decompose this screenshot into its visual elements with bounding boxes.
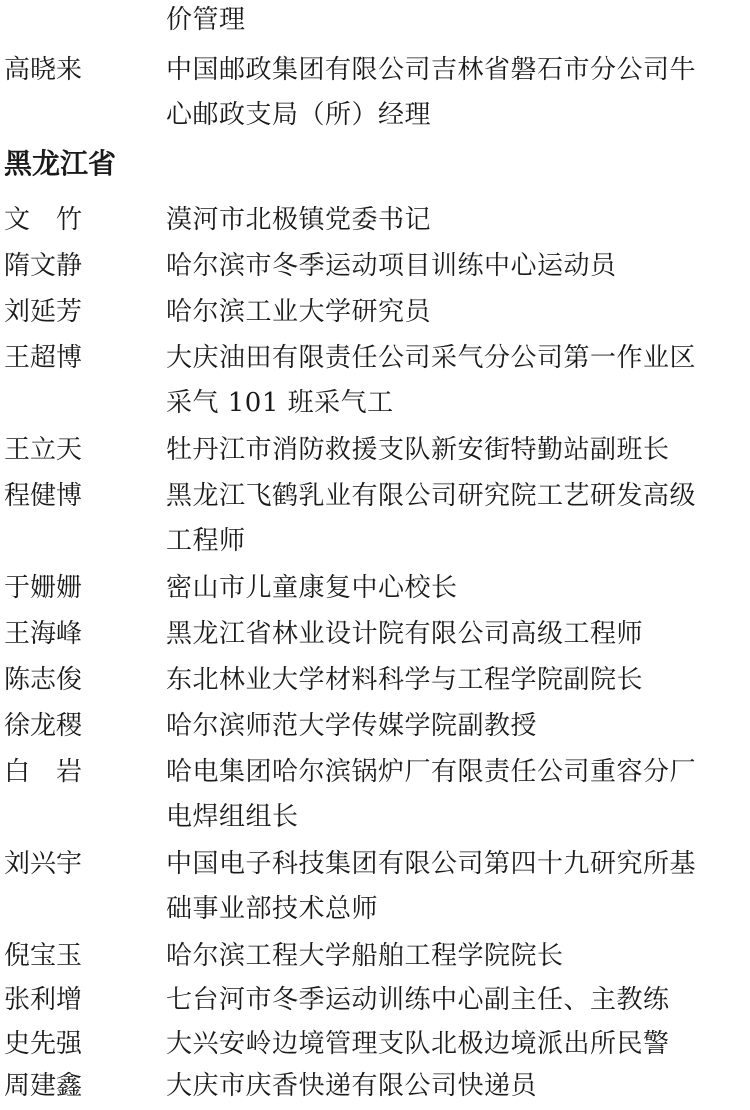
- person-name: 隋文静: [4, 251, 83, 281]
- position-line: 哈电集团哈尔滨锅炉厂有限责任公司重容分厂: [166, 757, 697, 787]
- position-line: 东北林业大学材料科学与工程学院副院长: [166, 665, 644, 695]
- position-line: 大庆油田有限责任公司采气分公司第一作业区: [166, 343, 697, 373]
- position-line: 心邮政支局（所）经理: [166, 100, 432, 130]
- position-line: 哈尔滨市冬季运动项目训练中心运动员: [166, 251, 617, 281]
- person-name: 张利增: [4, 985, 83, 1015]
- position-line: 黑龙江省林业设计院有限公司高级工程师: [166, 619, 644, 649]
- person-name: 王立天: [4, 435, 83, 465]
- continuation-line: 价管理: [166, 5, 246, 35]
- position-line: 哈尔滨师范大学传媒学院副教授: [166, 711, 538, 741]
- position-line: 中国邮政集团有限公司吉林省磐石市分公司牛: [166, 55, 697, 85]
- person-name: 白 岩: [4, 757, 83, 787]
- position-line: 牡丹江市消防救援支队新安街特勤站副班长: [166, 435, 670, 465]
- position-line: 大庆市庆香快递有限公司快递员: [166, 1071, 538, 1101]
- position-line: 中国电子科技集团有限公司第四十九研究所基: [166, 849, 697, 879]
- person-name: 史先强: [4, 1029, 83, 1059]
- person-name: 高晓来: [4, 55, 83, 85]
- person-name: 倪宝玉: [4, 941, 83, 971]
- person-name: 于姗姗: [4, 573, 83, 603]
- position-line: 七台河市冬季运动训练中心副主任、主教练: [166, 985, 670, 1015]
- position-line: 哈尔滨工业大学研究员: [166, 297, 432, 327]
- person-name: 徐龙稷: [4, 711, 83, 741]
- position-line: 采气 101 班采气工: [166, 388, 394, 418]
- person-name: 刘延芳: [4, 297, 83, 327]
- position-line: 密山市儿童康复中心校长: [166, 573, 458, 603]
- person-name: 程健博: [4, 481, 83, 511]
- person-name: 王海峰: [4, 619, 83, 649]
- person-name: 王超博: [4, 343, 83, 373]
- position-line: 黑龙江飞鹤乳业有限公司研究院工艺研发高级: [166, 481, 697, 511]
- position-line: 工程师: [166, 526, 246, 556]
- position-line: 电焊组组长: [166, 802, 299, 832]
- position-line: 漠河市北极镇党委书记: [166, 205, 432, 235]
- position-line: 哈尔滨工程大学船舶工程学院院长: [166, 941, 564, 971]
- person-name: 刘兴宇: [4, 849, 83, 879]
- person-name: 周建鑫: [4, 1071, 83, 1101]
- position-line: 础事业部技术总师: [166, 894, 379, 924]
- position-line: 大兴安岭边境管理支队北极边境派出所民警: [166, 1029, 670, 1059]
- person-name: 文 竹: [4, 205, 83, 235]
- person-name: 陈志俊: [4, 665, 83, 695]
- section-title: 黑龙江省: [4, 147, 117, 180]
